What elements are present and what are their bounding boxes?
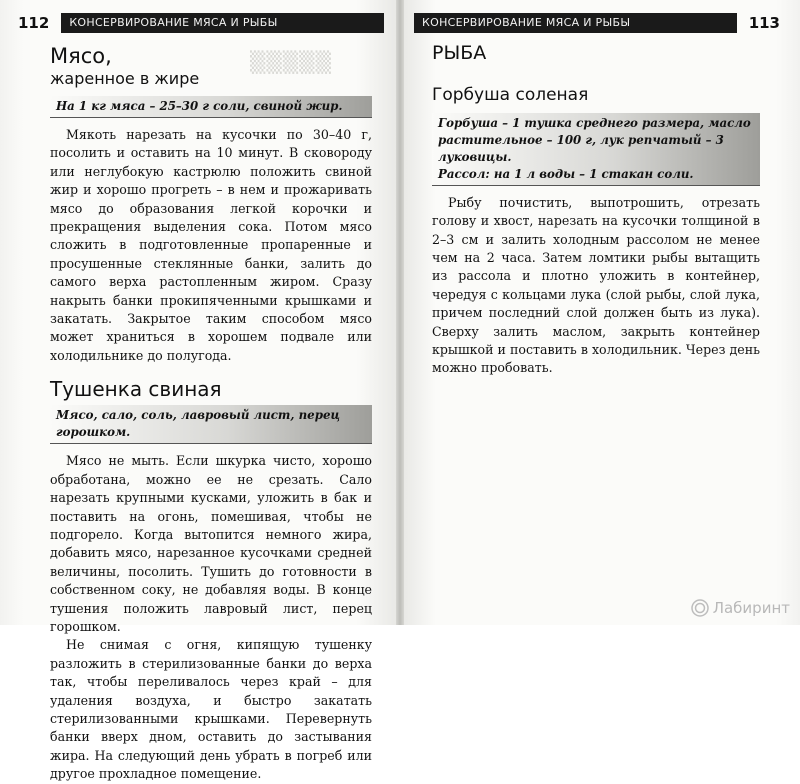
left-page-content (50, 44, 372, 784)
ingredients-text: На 1 кг мяса – 25–30 г соли, свиной жир. (56, 99, 343, 113)
ingredients-line: Рассол: на 1 л воды – 1 стакан соли. (438, 166, 694, 181)
running-header: КОНСЕРВИРОВАНИЕ МЯСА И РЫБЫ (61, 13, 384, 33)
watermark (691, 599, 790, 617)
labyrinth-logo-icon (691, 599, 709, 617)
right-page-content (432, 44, 760, 378)
recipe-paragraph: Не снимая с огня, кипящую тушенку разложить в стерилизованные банки до верха так, чтобы переливалось через край – для удаления воздуха, и быстро закатать стерилизованными крышками. Перевернуть банки вверх дном, оставить до застывания жира. На следующий день убрать в погреб или другое прохладное помещение. (50, 637, 372, 782)
right-page (404, 0, 800, 625)
ingredients-bar (50, 96, 372, 118)
section-title: РЫБА (432, 42, 487, 64)
page-number: 113 (748, 14, 780, 32)
recipe-title: Горбуша соленая (432, 85, 589, 106)
recipe-title: Тушенка свиная (50, 377, 222, 402)
recipe-paragraph: Мякоть нарезать на кусочки по 30–40 г, посолить и оставить на 10 минут. В сковороду или неглубокую кастрюлю положить свиной жир и хорошо прогреть – в нем и прожаривать мясо до образования легкой корочки и прекращения выделения сока. Потом мясо сложить в подготовленные пропаренные и просушенные стеклянные банки, залить до самого верха растопленным жиром. Сразу накрыть банки прокипяченными крышками и закатать. Закрытое таким способом мясо может храниться в хорошем подвале или холодильнике до полугода. (50, 127, 372, 363)
recipe-paragraph: Мясо не мыть. Если шкурка чисто, хорошо обработана, можно ее не срезать. Сало нарезать крупными кусками, уложить в бак и поставить на огонь, помешивая, чтобы не подгорело. Когда вытопится немного жира, добавить мясо, нарезанное кусочками средней величины, посолить. Тушить до готовности в собственном соку, не добавляя воды. В конце тушения положить лавровый лист, перец горошком. (50, 453, 372, 634)
ingredients-bar (50, 405, 372, 444)
ingredients-bar (432, 113, 760, 186)
watermark-text: Лабиринт (712, 599, 790, 617)
ingredients-text: Мясо, сало, соль, лавровый лист, перец горошком. (56, 408, 340, 440)
left-page-header (18, 10, 384, 36)
book-gutter (396, 0, 404, 625)
ingredients-line: растительное – 100 г, лук репчатый – 3 луковицы. (438, 132, 724, 164)
running-header: КОНСЕРВИРОВАНИЕ МЯСА И РЫБЫ (414, 13, 737, 33)
right-page-header (414, 10, 780, 36)
recipe-paragraph: Рыбу почистить, выпотрошить, отрезать голову и хвост, нарезать на кусочки толщиной в 2–3 см и залить холодным рассолом не менее чем на 2 часа. Затем ломтики рыбы вытащить из рассола и плотно уложить в контейнер, чередуя с кольцами лука (слой рыбы, слой лука, причем последний слой должен быть из лука). Сверху залить маслом, закрыть контейнер крышкой и поставить в холодильник. Через день можно пробовать. (432, 194, 760, 376)
ingredients-line: Горбуша – 1 тушка среднего размера, масло (438, 115, 751, 130)
recipe-title: Мясо, (50, 44, 112, 68)
recipe-subtitle: жаренное в жире (50, 69, 200, 88)
page-number: 112 (18, 14, 50, 32)
show-through-ghost: ▒▒▒▒▒ (250, 50, 332, 74)
left-page (0, 0, 396, 782)
